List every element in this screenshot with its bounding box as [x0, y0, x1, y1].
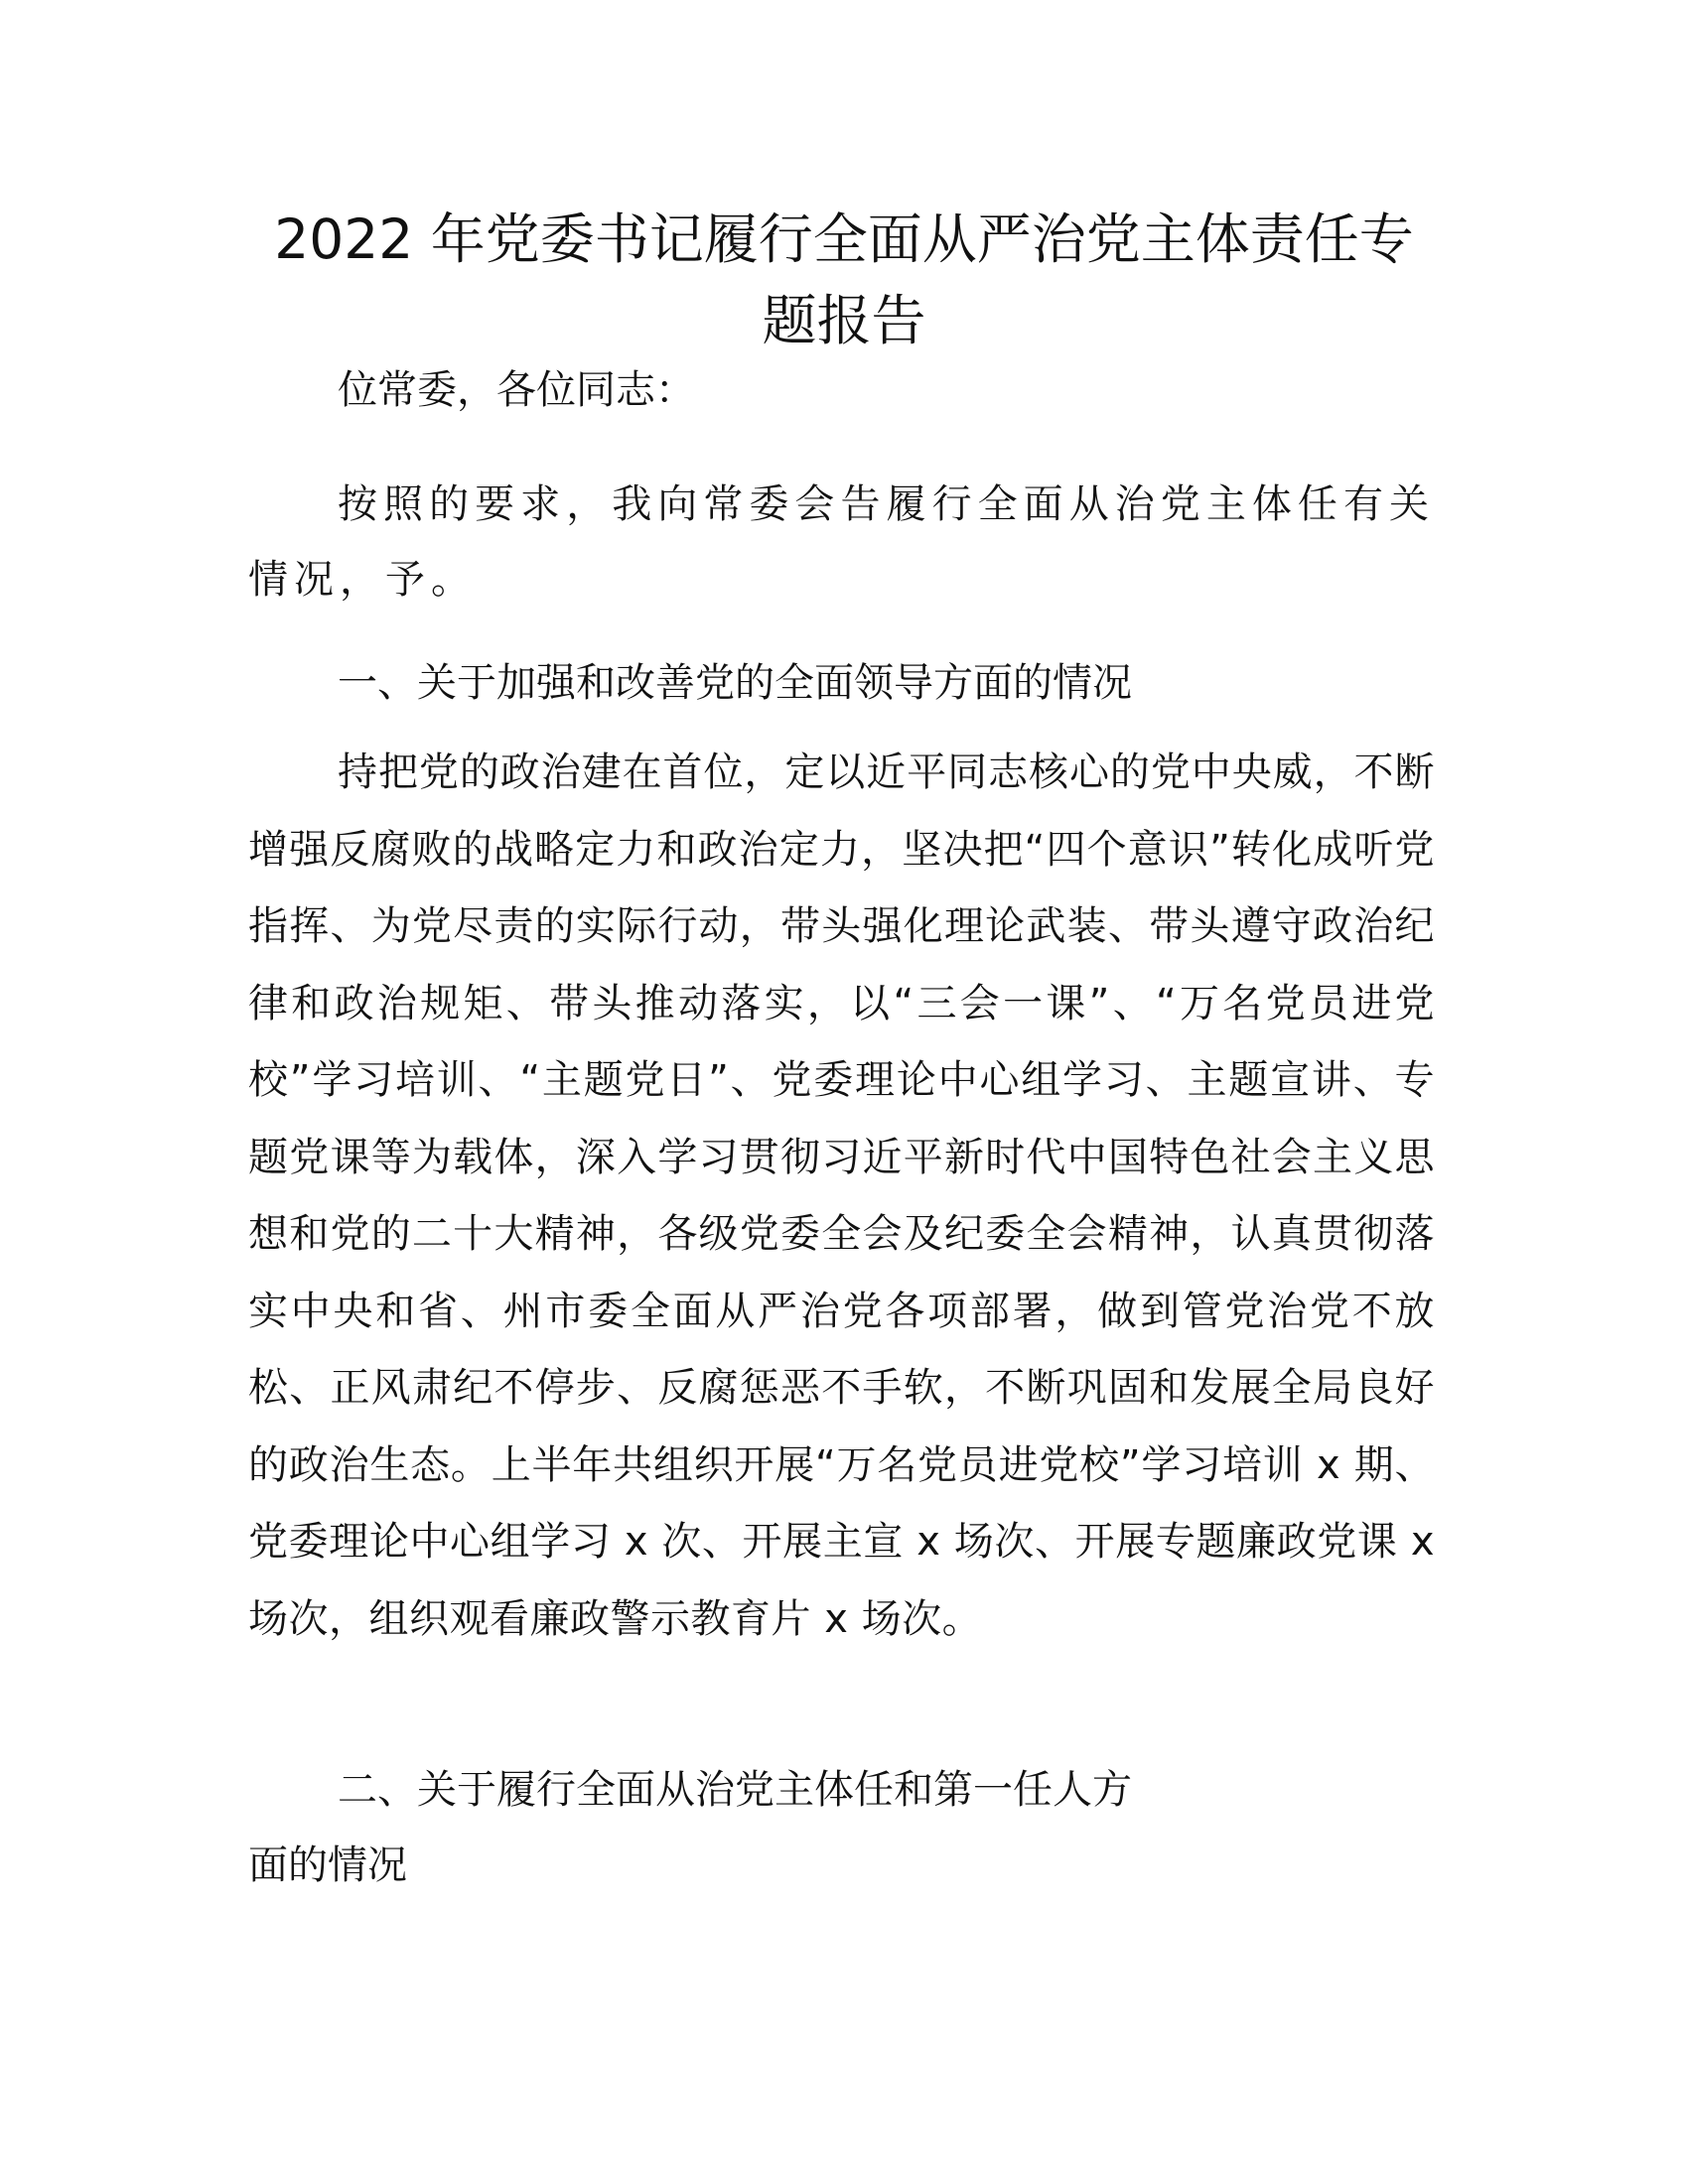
- intro-paragraph: 按照的要求，我向常委会告履行全面从治党主体任有关情况，予。: [248, 481, 1435, 603]
- section-1-body: 持把党的政治建在首位，定以近平同志核心的党中央威，不断增强反腐败的战略定力和政治定力，坚决把“四个意识”转化成听党指挥、为党尽责的实际行动，带头强化理论武装、带头遵守政治纪律和政治规矩、带头推动落实，以“三会一课”、“万名党员进党校”学习培训、“主题党日”、党委理论中心组学习、主题宣讲、专题党课等为载体，深入学习贯彻习近平新时代中国特色社会主义思想和党的二十大精神，各级党委全会及纪委全会精神，认真贯彻落实中央和省、州市委全面从严治党各项部署，做到管党治党不放松、正风肃纪不停步、反腐惩恶不手软，不断巩固和发展全局良好的政治生态。上半年共组织开展“万名党员进党校”学习培训 x 期、党委理论中心组学习 x 次、开展主宣 x 场次、开展专题廉政党课 x 场次，组织观看廉政警示教育片 x 场次。: [248, 750, 1435, 1642]
- salutation: 位常委，各位同志：: [338, 367, 695, 413]
- document-title: [199, 199, 1489, 361]
- section-2-heading: [248, 1752, 1241, 1903]
- title-line-1: 2022 年党委书记履行全面从严治党主体责任专: [274, 207, 1414, 271]
- title-line-2: 题报告: [762, 289, 926, 352]
- section-2-heading-line-1: 二、关于履行全面从治党主体任和第一任人方: [338, 1767, 1132, 1813]
- section-1-heading: 一、关于加强和改善党的全面领导方面的情况: [338, 660, 1132, 706]
- section-2-heading-line-2: 面的情况: [248, 1843, 407, 1888]
